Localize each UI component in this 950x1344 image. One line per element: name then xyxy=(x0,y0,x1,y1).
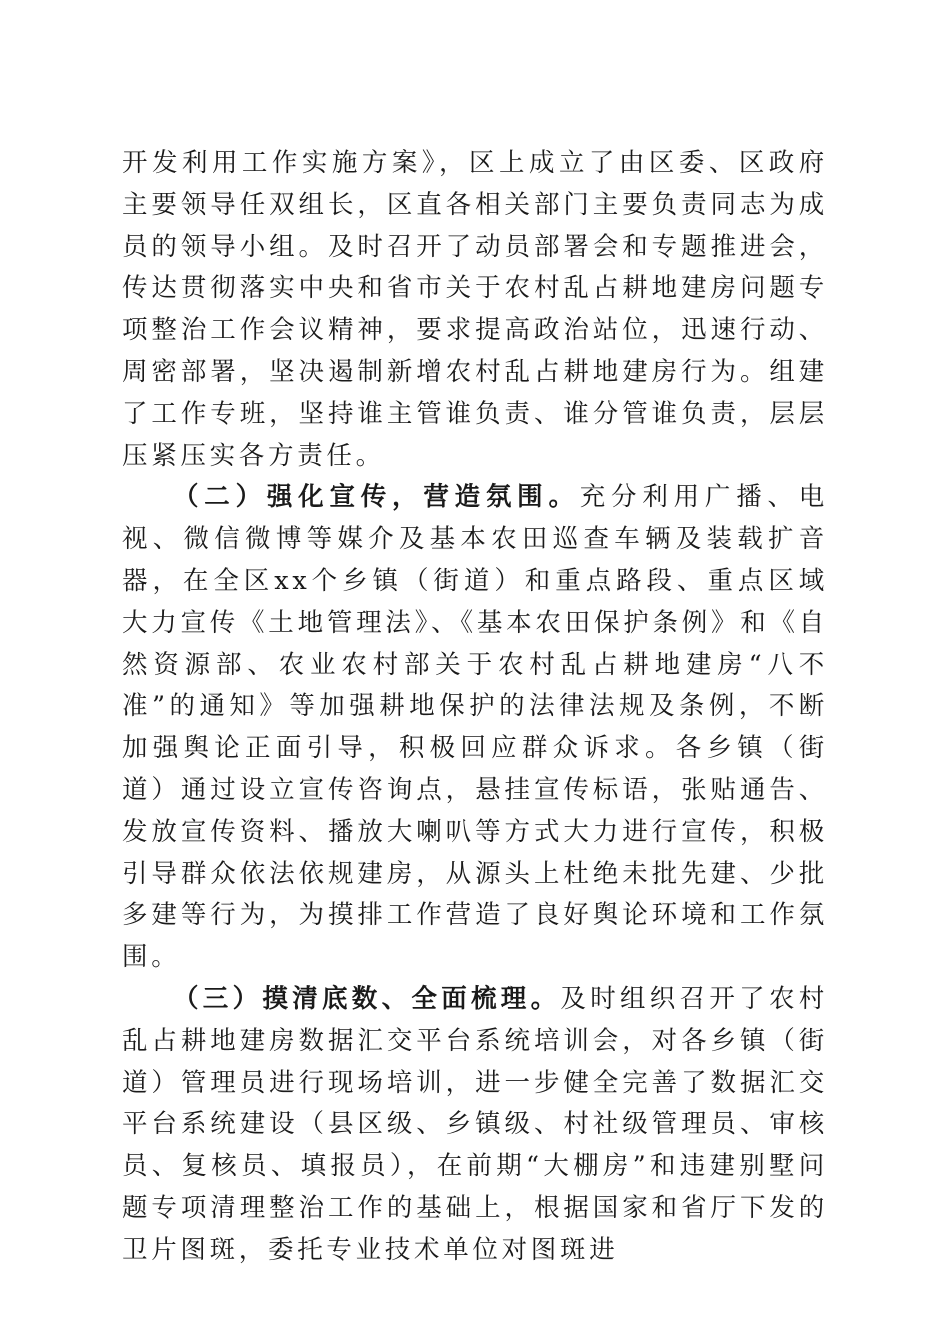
paragraph-publicity xyxy=(122,477,828,979)
paragraph-survey xyxy=(122,979,828,1272)
section-heading: （二）强化宣传，营造氛围。 xyxy=(173,482,580,513)
paragraph-text: 及时组织召开了农村乱占耕地建房数据汇交平台系统培训会，对各乡镇（街道）管理员进行现场培训，进一步健全完善了数据汇交平台系统建设（县区级、乡镇级、村社级管理员、审核员、复核员、填报员），在前期“大棚房”和违建别墅问题专项清理整治工作的基础上，根据国家和省厅下发的卫片图斑，委托专业技术单位对图斑进 xyxy=(122,983,828,1265)
paragraph-text: 充分利用广播、电视、微信微博等媒介及基本农田巡查车辆及装载扩音器，在全区xx个乡镇（街道）和重点路段、重点区域大力宣传《土地管理法》、《基本农田保护条例》和《自然资源部、农业农村部关于农村乱占耕地建房“八不准”的通知》等加强耕地保护的法律法规及条例，不断加强舆论正面引导，积极回应群众诉求。各乡镇（街道）通过设立宣传咨询点，悬挂宣传标语，张贴通告、发放宣传资料、播放大喇叭等方式大力进行宣传，积极引导群众依法依规建房，从源头上杜绝未批先建、少批多建等行为，为摸排工作营造了良好舆论环境和工作氛围。 xyxy=(122,482,828,973)
paragraph-continuation xyxy=(122,143,828,477)
document-body xyxy=(122,143,828,1272)
section-heading: （三）摸清底数、全面梳理。 xyxy=(173,983,561,1014)
paragraph-text: 开发利用工作实施方案》，区上成立了由区委、区政府主要领导任双组长，区直各相关部门主要负责同志为成员的领导小组。及时召开了动员部署会和专题推进会，传达贯彻落实中央和省市关于农村乱占耕地建房问题专项整治工作会议精神，要求提高政治站位，迅速行动、周密部署，坚决遏制新增农村乱占耕地建房行为。组建了工作专班，坚持谁主管谁负责、谁分管谁负责，层层压紧压实各方责任。 xyxy=(122,148,828,471)
